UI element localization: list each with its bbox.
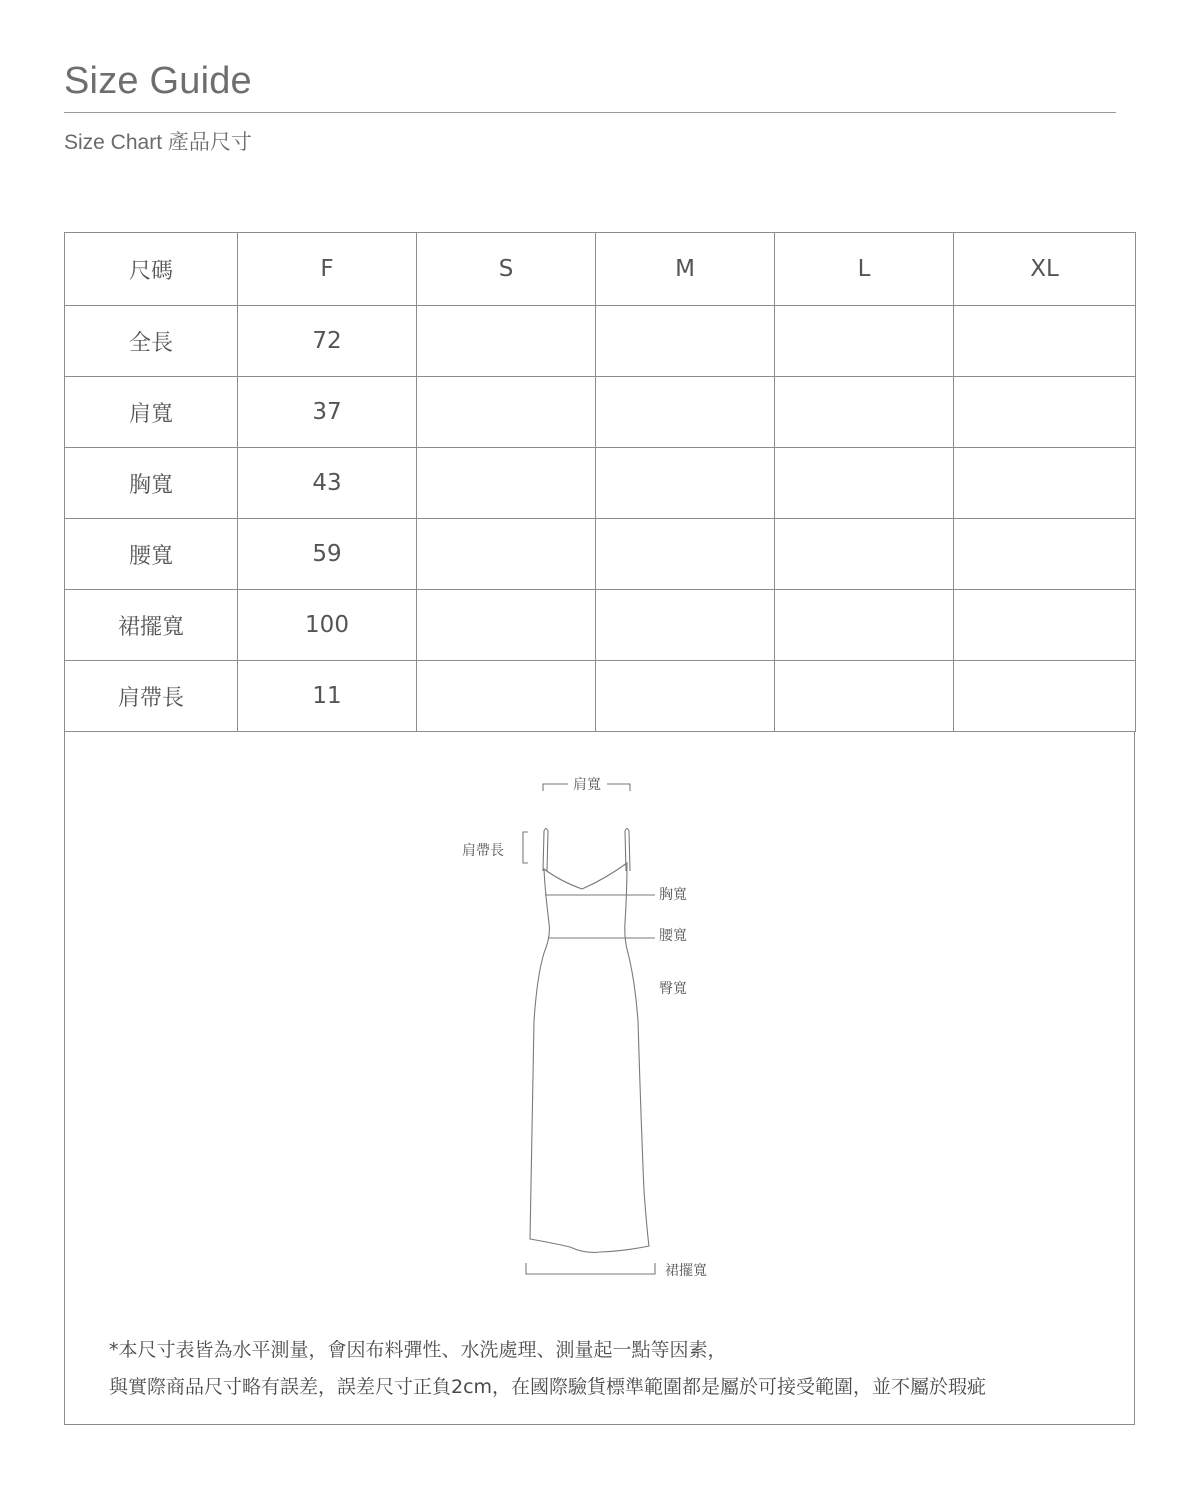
- table-cell: [596, 377, 775, 448]
- row-label: 肩帶長: [65, 661, 238, 732]
- size-table: [64, 232, 1136, 732]
- shoulder-label: 肩寬: [573, 777, 601, 793]
- note-line-2: 與實際商品尺寸略有誤差，誤差尺寸正負2cm，在國際驗貨標準範圍都是屬於可接受範圍，並不屬於瑕疵: [109, 1376, 987, 1398]
- measurement-diagram-box: [64, 731, 1135, 1425]
- strap-bracket: [523, 832, 528, 863]
- table-cell: [775, 306, 954, 377]
- row-label: 腰寬: [65, 519, 238, 590]
- row-label: 胸寬: [65, 448, 238, 519]
- note-line-1: *本尺寸表皆為水平測量，會因布料彈性、水洗處理、測量起一點等因素，: [109, 1339, 727, 1361]
- hip-label: 臀寬: [659, 981, 687, 997]
- corner-label: 尺碼: [65, 233, 238, 306]
- shoulder-bracket-left: [543, 784, 568, 791]
- table-cell: 100: [238, 590, 417, 661]
- table-cell: [775, 519, 954, 590]
- table-cell: [596, 448, 775, 519]
- table-header-row: [65, 233, 1136, 306]
- strap-label: 肩帶長: [462, 843, 504, 859]
- waist-label: 腰寬: [659, 928, 687, 944]
- table-cell: 59: [238, 519, 417, 590]
- dress-diagram: [65, 731, 1134, 1424]
- table-cell: [954, 448, 1136, 519]
- row-label: 肩寬: [65, 377, 238, 448]
- table-cell: [596, 306, 775, 377]
- title-divider: [64, 112, 1116, 113]
- table-row: [65, 661, 1136, 732]
- table-cell: [954, 590, 1136, 661]
- table-cell: 72: [238, 306, 417, 377]
- size-header-cell: M: [596, 233, 775, 306]
- table-cell: [417, 306, 596, 377]
- chest-label: 胸寬: [659, 887, 687, 903]
- table-cell: [417, 590, 596, 661]
- table-cell: [775, 590, 954, 661]
- dress-outline: [530, 863, 649, 1252]
- page-title: Size Guide: [64, 60, 252, 102]
- table-cell: 11: [238, 661, 417, 732]
- table-cell: [775, 661, 954, 732]
- table-row: [65, 306, 1136, 377]
- table-cell: [775, 448, 954, 519]
- table-cell: [954, 377, 1136, 448]
- table-row: [65, 448, 1136, 519]
- table-cell: [596, 661, 775, 732]
- table-cell: [417, 661, 596, 732]
- table-cell: [954, 306, 1136, 377]
- table-cell: [596, 590, 775, 661]
- left-strap: [543, 829, 548, 872]
- table-row: [65, 377, 1136, 448]
- table-cell: 43: [238, 448, 417, 519]
- size-header-cell: S: [417, 233, 596, 306]
- page-subtitle: Size Chart 產品尺寸: [64, 131, 252, 154]
- table-cell: [954, 519, 1136, 590]
- shoulder-bracket-right: [607, 784, 630, 791]
- row-label: 裙擺寬: [65, 590, 238, 661]
- size-header-cell: XL: [954, 233, 1136, 306]
- table-row: [65, 590, 1136, 661]
- table-cell: [417, 448, 596, 519]
- size-header-cell: F: [238, 233, 417, 306]
- table-cell: [954, 661, 1136, 732]
- row-label: 全長: [65, 306, 238, 377]
- table-cell: 37: [238, 377, 417, 448]
- size-header-cell: L: [775, 233, 954, 306]
- table-cell: [596, 519, 775, 590]
- table-row: [65, 519, 1136, 590]
- table-cell: [417, 519, 596, 590]
- hem-bracket: [526, 1263, 655, 1274]
- table-cell: [775, 377, 954, 448]
- hem-label: 裙擺寬: [665, 1263, 707, 1279]
- table-cell: [417, 377, 596, 448]
